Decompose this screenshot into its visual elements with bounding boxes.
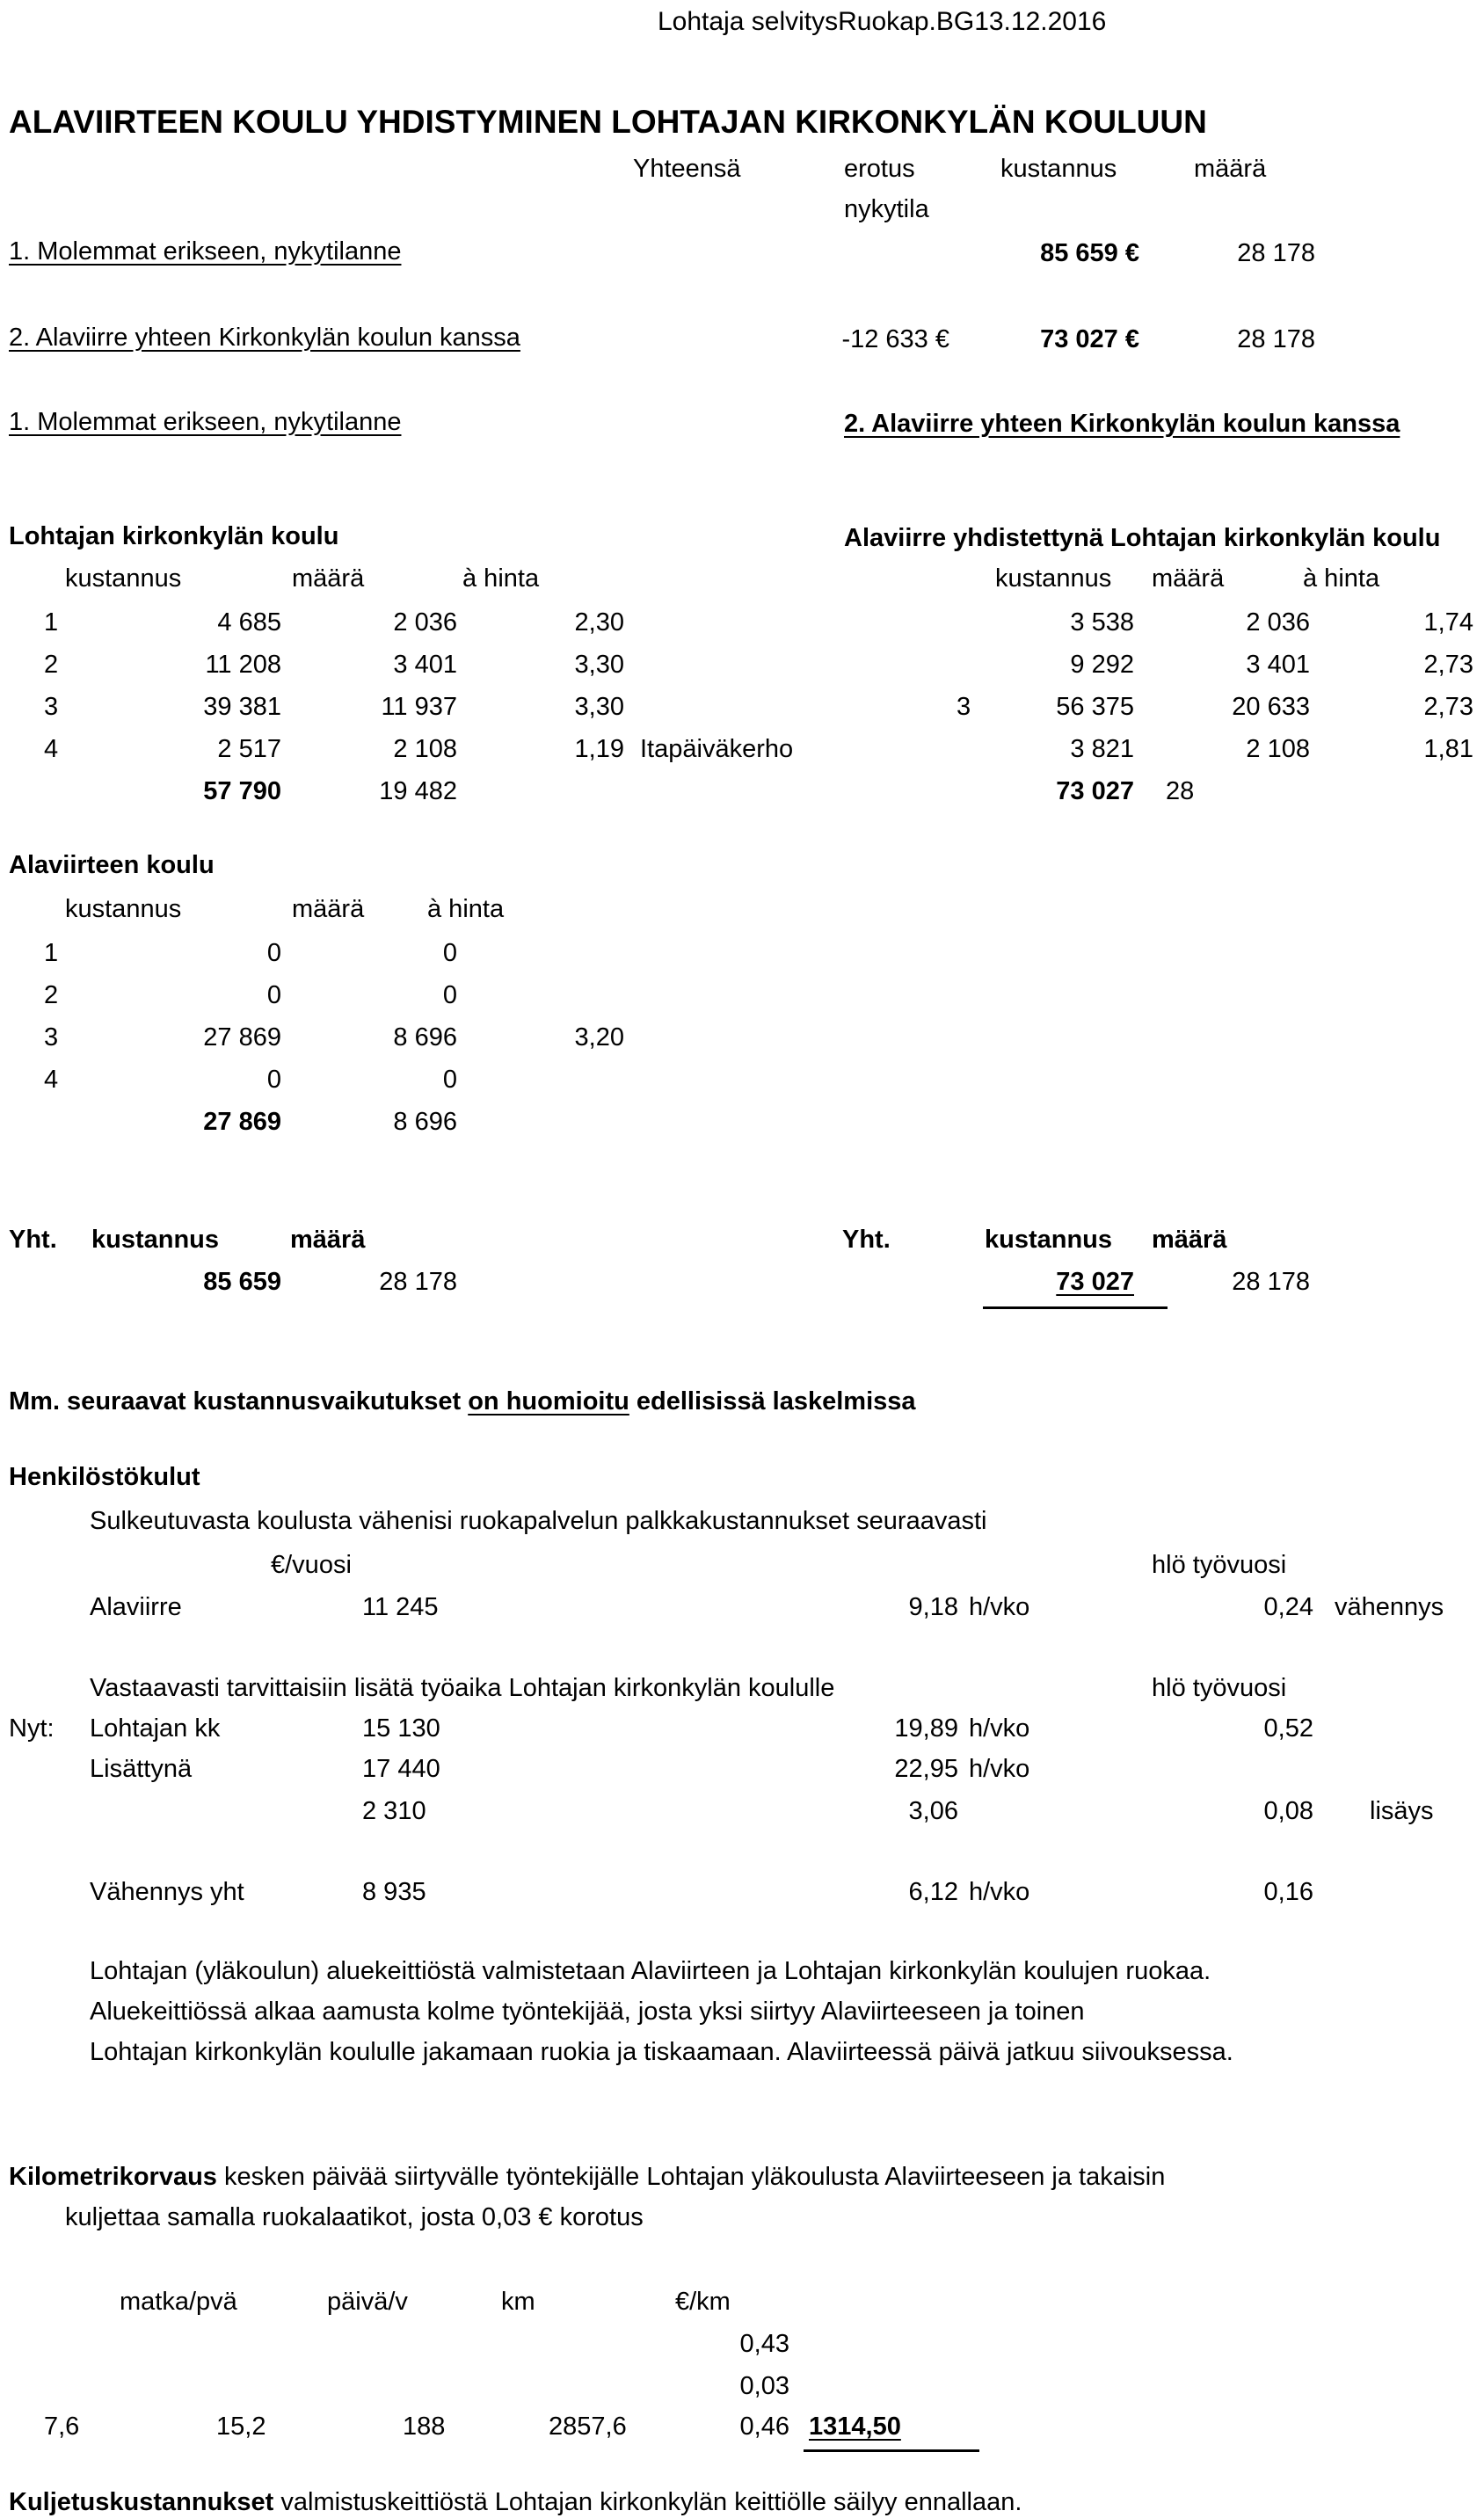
- summary-row1-kustannus: 85 659 €: [1040, 239, 1139, 267]
- lohtaja-total-kustannus: 57 790: [203, 777, 281, 805]
- combined-total-kustannus: 73 027: [1056, 777, 1134, 805]
- combined-header-maara: määrä: [1152, 564, 1225, 593]
- combined-row-kustannus: 9 292: [1070, 651, 1134, 679]
- diff-h: 3,06: [908, 1797, 958, 1825]
- lohtaja-row-kustannus: 39 381: [203, 693, 281, 721]
- alaviirteen-row-kustannus: 27 869: [203, 1023, 281, 1052]
- lisattyna-label: Lisättynä: [90, 1755, 193, 1783]
- combined-row-maara: 20 633: [1232, 693, 1310, 721]
- km-header-km: km: [501, 2288, 535, 2316]
- totals-left-maara-label: määrä: [290, 1226, 366, 1254]
- lohtajankk-hlo: 0,52: [1263, 1714, 1313, 1743]
- alaviirteen-row-kustannus: 0: [266, 981, 281, 1009]
- alaviirteen-row-hinta: 3,20: [574, 1023, 624, 1052]
- combined-row-kustannus: 3 821: [1070, 735, 1134, 763]
- lisattyna-h: 22,95: [894, 1755, 958, 1783]
- summary-row2-maara: 28 178: [1237, 325, 1315, 353]
- lohtaja-row-num: 1: [44, 608, 59, 637]
- summary-col-maara: määrä: [1194, 155, 1267, 183]
- totals-right-kustannus-label: kustannus: [985, 1226, 1113, 1254]
- km-paiva: 188: [403, 2412, 446, 2441]
- page-title: ALAVIIRTEEN KOULU YHDISTYMINEN LOHTAJAN KIRKONKYLÄN KOULUUN: [9, 104, 1207, 140]
- totals-left-maara: 28 178: [379, 1268, 457, 1296]
- summary-col-nykytila: nykytila: [844, 195, 929, 223]
- totals-right-kustannus: 73 027: [1056, 1268, 1134, 1296]
- km-rate2: 0,03: [739, 2372, 789, 2400]
- km-matka2: 15,2: [216, 2412, 266, 2441]
- alaviirre-hlo: 0,24: [1263, 1593, 1313, 1621]
- lohtaja-row-num: 4: [44, 735, 59, 763]
- lohtaja-row-hinta: 1,19: [574, 735, 624, 763]
- combined-row-hinta: 1,81: [1423, 735, 1473, 763]
- lohtaja-row-kustannus: 2 517: [217, 735, 281, 763]
- summary-col-yhteensa: Yhteensä: [633, 155, 741, 183]
- vahennys-unit: h/vko: [969, 1878, 1030, 1906]
- totals-right-yht: Yht.: [842, 1226, 891, 1254]
- km-text: kesken päivää siirtyvälle työntekijälle Lohtajan yläkoulusta Alaviirteeseen ja takaisin: [216, 2163, 1166, 2191]
- lohtajankk-euro: 15 130: [362, 1714, 440, 1743]
- alaviirteen-row-num: 2: [44, 981, 59, 1009]
- lohtaja-row-note: Itapäiväkerho: [640, 735, 794, 763]
- combined-total-maara: 28: [1166, 777, 1195, 805]
- henkilosto-hlo-tyovuosi2: hlö työvuosi: [1152, 1674, 1287, 1702]
- lohtaja-row-num: 2: [44, 651, 59, 679]
- combined-row-hinta: 1,74: [1423, 608, 1473, 637]
- alaviirteen-row-num: 3: [44, 1023, 59, 1052]
- alaviirteen-row-kustannus: 0: [266, 1066, 281, 1094]
- combined-row-maara: 3 401: [1246, 651, 1310, 679]
- lohtaja-title: Lohtajan kirkonkylän koulu: [9, 522, 339, 550]
- km-km: 2857,6: [549, 2412, 627, 2441]
- alaviirteen-row-maara: 0: [442, 939, 457, 967]
- km-line2: kuljettaa samalla ruokalaatikot, josta 0,03 € korotus: [65, 2203, 644, 2231]
- summary-col-erotus: erotus: [844, 155, 915, 183]
- lohtaja-row-maara: 11 937: [381, 693, 457, 721]
- vahennys-label: Vähennys yht: [90, 1878, 244, 1906]
- henkilosto-line2: Vastaavasti tarvittaisiin lisätä työaika Lohtajan kirkonkylän koululle: [90, 1674, 835, 1702]
- section-left-heading: 1. Molemmat erikseen, nykytilanne: [9, 408, 402, 436]
- lohtaja-row-maara: 3 401: [393, 651, 457, 679]
- vahennys-hlo: 0,16: [1263, 1878, 1313, 1906]
- mm-pre: Mm. seuraavat kustannusvaikutukset: [9, 1387, 462, 1415]
- km-line1: [9, 2165, 1165, 2190]
- alaviirteen-total-kustannus: 27 869: [203, 1108, 281, 1136]
- alaviirteen-header-kustannus: kustannus: [65, 895, 182, 923]
- alaviirteen-total-maara: 8 696: [393, 1108, 457, 1136]
- lohtaja-row-hinta: 3,30: [574, 693, 624, 721]
- paragraph-line: Aluekeittiössä alkaa aamusta kolme työntekijää, josta yksi siirtyy Alaviirteeseen ja toinen: [90, 1998, 1085, 2026]
- paragraph-line: Lohtajan (yläkoulun) aluekeittiöstä valmistetaan Alaviirteen ja Lohtajan kirkonkylän koulujen ruokaa.: [90, 1957, 1211, 1985]
- km-header-matka: matka/pvä: [120, 2288, 237, 2316]
- lohtaja-row-hinta: 2,30: [574, 608, 624, 637]
- lisattyna-euro: 17 440: [362, 1755, 440, 1783]
- lohtaja-total-maara: 19 482: [379, 777, 457, 805]
- km-rate: 0,46: [739, 2412, 789, 2441]
- alaviirteen-title: Alaviirteen koulu: [9, 851, 215, 879]
- combined-row-maara: 2 036: [1246, 608, 1310, 637]
- km-matka: 7,6: [44, 2412, 80, 2441]
- totals-left-yht: Yht.: [9, 1226, 57, 1254]
- alaviirteen-row-num: 4: [44, 1066, 59, 1094]
- alaviirre-euro: 11 245: [362, 1593, 439, 1621]
- combined-row-num: 3: [957, 693, 971, 721]
- lisattyna-unit: h/vko: [969, 1755, 1030, 1783]
- km-rate1: 0,43: [739, 2330, 789, 2358]
- double-underline: [983, 1306, 1168, 1309]
- km-bold: Kilometrikorvaus: [9, 2163, 217, 2191]
- summary-row2-erotus: -12 633 €: [841, 325, 949, 353]
- vahennys-h: 6,12: [908, 1878, 958, 1906]
- lohtajankk-unit: h/vko: [969, 1714, 1030, 1743]
- henkilosto-line1: Sulkeutuvasta koulusta vähenisi ruokapalvelun palkkakustannukset seuraavasti: [90, 1507, 987, 1535]
- diff-euro: 2 310: [362, 1797, 426, 1825]
- km-total: 1314,50: [809, 2412, 901, 2441]
- kuljetus-line: [9, 2490, 1022, 2515]
- section-right-heading: 2. Alaviirre yhteen Kirkonkylän koulun kanssa: [844, 410, 1400, 438]
- summary-row2-kustannus: 73 027 €: [1040, 325, 1139, 353]
- kuljetus-bold: Kuljetuskustannukset: [9, 2488, 274, 2516]
- alaviirteen-row-maara: 8 696: [393, 1023, 457, 1052]
- combined-row-kustannus: 56 375: [1056, 693, 1134, 721]
- combined-title: Alaviirre yhdistettynä Lohtajan kirkonkylän koulu: [844, 524, 1441, 552]
- alaviirre-label: Alaviirre: [90, 1593, 182, 1621]
- lohtaja-row-num: 3: [44, 693, 59, 721]
- totals-right-maara: 28 178: [1232, 1268, 1310, 1296]
- diff-hlo: 0,08: [1263, 1797, 1313, 1825]
- alaviirre-h: 9,18: [908, 1593, 958, 1621]
- alaviirteen-header-maara: määrä: [292, 895, 365, 923]
- combined-header-kustannus: kustannus: [995, 564, 1112, 593]
- alaviirteen-row-maara: 0: [442, 981, 457, 1009]
- mm-post: edellisissä laskelmissa: [636, 1387, 916, 1415]
- double-underline: [804, 2449, 979, 2452]
- lohtaja-row-kustannus: 11 208: [205, 651, 281, 679]
- combined-row-hinta: 2,73: [1423, 651, 1473, 679]
- km-header-paiva: päivä/v: [327, 2288, 408, 2316]
- lohtajankk-h: 19,89: [894, 1714, 958, 1743]
- totals-left-kustannus-label: kustannus: [91, 1226, 220, 1254]
- lohtaja-row-hinta: 3,30: [574, 651, 624, 679]
- henkilosto-hlo-tyovuosi: hlö työvuosi: [1152, 1551, 1287, 1579]
- nyt-label: Nyt:: [9, 1714, 55, 1743]
- alaviirteen-header-hinta: à hinta: [427, 895, 505, 923]
- combined-row-hinta: 2,73: [1423, 693, 1473, 721]
- alaviirre-unit: h/vko: [969, 1593, 1030, 1621]
- alaviirteen-row-kustannus: 0: [266, 939, 281, 967]
- alaviirteen-row-maara: 0: [442, 1066, 457, 1094]
- paragraph-line: Lohtajan kirkonkylän koululle jakamaan ruokia ja tiskaamaan. Alaviirteessä päivä jatkuu siivouksessa.: [90, 2038, 1233, 2066]
- summary-row2-label: 2. Alaviirre yhteen Kirkonkylän koulun kanssa: [9, 324, 520, 352]
- vahennys-euro: 8 935: [362, 1878, 426, 1906]
- totals-right-maara-label: määrä: [1152, 1226, 1227, 1254]
- lohtaja-header-maara: määrä: [292, 564, 365, 593]
- mm-mid: on huomioitu: [468, 1387, 629, 1415]
- lohtaja-header-kustannus: kustannus: [65, 564, 182, 593]
- lohtaja-row-maara: 2 108: [393, 735, 457, 763]
- lohtaja-row-maara: 2 036: [393, 608, 457, 637]
- combined-header-hinta: à hinta: [1303, 564, 1380, 593]
- henkilosto-title: Henkilöstökulut: [9, 1463, 200, 1491]
- kuljetus-text: valmistuskeittiöstä Lohtajan kirkonkylän keittiölle säilyy ennallaan.: [273, 2488, 1022, 2516]
- summary-row1-label: 1. Molemmat erikseen, nykytilanne: [9, 237, 402, 266]
- lohtajankk-label: Lohtajan kk: [90, 1714, 221, 1743]
- henkilosto-euro-vuosi: €/vuosi: [271, 1551, 352, 1579]
- lohtaja-header-hinta: à hinta: [462, 564, 540, 593]
- alaviirteen-row-num: 1: [44, 939, 59, 967]
- alaviirre-note: vähennys: [1335, 1593, 1444, 1621]
- totals-left-kustannus: 85 659: [203, 1268, 281, 1296]
- document-header: Lohtaja selvitysRuokap.BG13.12.2016: [658, 7, 1107, 36]
- lohtaja-row-kustannus: 4 685: [217, 608, 281, 637]
- mm-line: [9, 1389, 916, 1415]
- combined-row-kustannus: 3 538: [1070, 608, 1134, 637]
- summary-row1-maara: 28 178: [1237, 239, 1315, 267]
- diff-note: lisäys: [1370, 1797, 1434, 1825]
- summary-col-kustannus: kustannus: [1000, 155, 1117, 183]
- combined-row-maara: 2 108: [1246, 735, 1310, 763]
- km-header-eurokm: €/km: [675, 2288, 731, 2316]
